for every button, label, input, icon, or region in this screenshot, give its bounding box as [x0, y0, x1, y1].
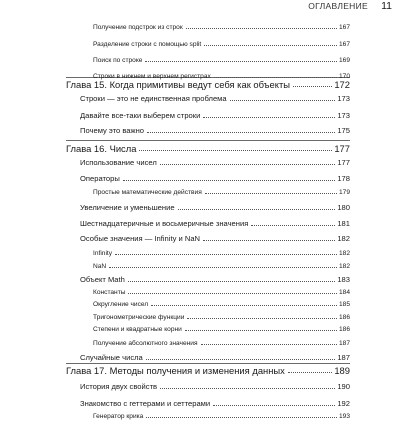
toc-entry-title: Получение подстрок из строк	[93, 24, 183, 31]
dot-leader	[203, 240, 335, 241]
toc-entry-sub[interactable]	[93, 339, 350, 348]
toc-entry-title: Давайте все-таки выберем строки	[80, 111, 201, 120]
toc-entry-sub[interactable]	[93, 23, 350, 32]
toc-entry-section[interactable]	[80, 126, 350, 136]
section-divider	[66, 140, 350, 141]
dot-leader	[115, 254, 337, 255]
toc-entry-page: 186	[338, 314, 350, 321]
dot-leader	[146, 359, 336, 360]
dot-leader	[128, 293, 337, 294]
page-header	[0, 0, 420, 16]
toc-entry-page: 192	[337, 399, 350, 408]
toc-entry-page: 182	[338, 250, 350, 257]
toc-entry-page: 186	[338, 326, 350, 333]
toc-entry-page: 190	[337, 382, 350, 391]
toc-entry-section[interactable]	[80, 275, 350, 285]
dot-leader	[251, 225, 335, 226]
toc-entry-sub[interactable]	[93, 288, 350, 297]
toc-entry-title: Строки — это не единственная проблема	[80, 94, 227, 103]
toc-entry-title: Простые математические действия	[93, 189, 202, 196]
toc-entry-title: Глава 17. Методы получения и изменения данных	[66, 365, 285, 376]
dot-leader	[204, 45, 337, 46]
toc-entry-title: Использование чисел	[80, 158, 157, 167]
page-number: 11	[381, 0, 392, 12]
dot-leader	[214, 77, 337, 78]
dot-leader	[187, 318, 337, 319]
dot-leader	[178, 209, 336, 210]
toc-entry-section[interactable]	[80, 234, 350, 244]
toc-entry-page: 182	[338, 263, 350, 270]
toc-entry-page: 183	[337, 275, 350, 284]
toc-entry-title: Генератор крика	[93, 413, 144, 420]
toc-entry-section[interactable]	[80, 111, 350, 121]
toc-entry-page: 177	[334, 143, 350, 154]
dot-leader	[146, 417, 337, 418]
toc-entry-sub[interactable]	[93, 56, 350, 65]
toc-entry-page: 172	[334, 79, 350, 90]
toc-entry-title: Случайные числа	[80, 353, 143, 362]
toc-entry-title: NaN	[93, 263, 107, 270]
toc-entry-section[interactable]	[80, 399, 350, 409]
toc-entry-page: 193	[338, 413, 350, 420]
toc-entry-page: 179	[338, 189, 350, 196]
dot-leader	[201, 344, 337, 345]
toc-entry-page: 182	[337, 234, 350, 243]
dot-leader	[205, 193, 337, 194]
toc-entry-page: 189	[334, 365, 350, 376]
toc-entry-section[interactable]	[80, 382, 350, 392]
dot-leader	[288, 372, 333, 373]
toc-entry-page: 181	[337, 219, 350, 228]
toc-entry-title: Объект Math	[80, 275, 125, 284]
toc-entry-title: История двух свойств	[80, 382, 158, 391]
toc-entry-sub[interactable]	[93, 40, 350, 49]
toc-entry-title: Строки в нижнем и верхнем регистрах	[93, 73, 211, 80]
toc-entry-page: 173	[337, 94, 350, 103]
toc-entry-page: 178	[337, 174, 350, 183]
dot-leader	[186, 28, 337, 29]
toc-entry-page: 187	[338, 340, 350, 347]
toc-entry-chapter[interactable]	[66, 365, 350, 376]
toc-entry-title: Степени и квадратные корни	[93, 326, 182, 333]
toc-entry-section[interactable]	[80, 174, 350, 184]
dot-leader	[151, 305, 337, 306]
toc-entry-page: 177	[337, 158, 350, 167]
toc-entry-sub[interactable]	[93, 188, 350, 197]
toc-entry-title: Увеличение и уменьшение	[80, 203, 175, 212]
toc-entry-sub[interactable]	[93, 300, 350, 309]
dot-leader	[160, 388, 335, 389]
toc-entry-sub[interactable]	[93, 325, 350, 334]
toc-entry-page: 184	[338, 289, 350, 296]
toc-entry-page: 185	[338, 301, 350, 308]
toc-entry-section[interactable]	[80, 219, 350, 229]
toc-entry-title: Тригонометрические функции	[93, 314, 185, 321]
toc-entry-title: Почему это важно	[80, 126, 145, 135]
toc-entry-section[interactable]	[80, 353, 350, 363]
toc-entry-title: Знакомство с геттерами и сеттерами	[80, 399, 211, 408]
toc-entry-title: Операторы	[80, 174, 120, 183]
toc-entry-page: 167	[338, 41, 350, 48]
dot-leader	[147, 132, 335, 133]
toc-entry-title: Поиск по строке	[93, 57, 143, 64]
toc-entry-title: Шестнадцатеричные и восьмеричные значения	[80, 219, 249, 228]
dot-leader	[213, 405, 335, 406]
dot-leader	[123, 180, 336, 181]
toc-entry-title: Особые значения — Infinity и NaN	[80, 234, 201, 243]
toc-entry-sub[interactable]	[93, 313, 350, 322]
dot-leader	[185, 330, 337, 331]
dot-leader	[160, 164, 336, 165]
toc-entry-title: Глава 16. Числа	[66, 143, 137, 154]
toc-entry-chapter[interactable]	[66, 143, 350, 154]
toc-entry-chapter[interactable]	[66, 79, 350, 90]
toc-entry-title: Получение абсолютного значения	[93, 340, 198, 347]
toc-entry-title: Разделение строки с помощью split	[93, 41, 202, 48]
dot-leader	[293, 86, 332, 87]
toc-entry-page: 169	[338, 57, 350, 64]
toc-entry-section[interactable]	[80, 94, 350, 104]
dot-leader	[109, 267, 337, 268]
dot-leader	[230, 100, 336, 101]
dot-leader	[139, 150, 332, 151]
toc-entry-sub[interactable]	[93, 249, 350, 258]
toc-entry-title: Округление чисел	[93, 301, 149, 308]
toc-entry-page: 167	[338, 24, 350, 31]
running-head: ОГЛАВЛЕНИЕ	[308, 1, 368, 11]
toc-entry-section[interactable]	[80, 158, 350, 168]
section-divider	[66, 363, 350, 364]
toc-entry-page: 180	[337, 203, 350, 212]
dot-leader	[128, 281, 335, 282]
toc-entry-title: Константы	[93, 289, 126, 296]
toc-entry-section[interactable]	[80, 203, 350, 213]
dot-leader	[145, 61, 337, 62]
toc-entry-page: 175	[337, 126, 350, 135]
toc-entry-sub[interactable]	[93, 262, 350, 271]
toc-entry-page: 170	[338, 73, 350, 80]
toc-entry-title: Глава 15. Когда примитивы ведут себя как объекты	[66, 79, 290, 90]
toc-entry-title: Infinity	[93, 250, 113, 257]
toc-entry-page: 187	[337, 353, 350, 362]
dot-leader	[203, 117, 335, 118]
toc-entry-page: 173	[337, 111, 350, 120]
